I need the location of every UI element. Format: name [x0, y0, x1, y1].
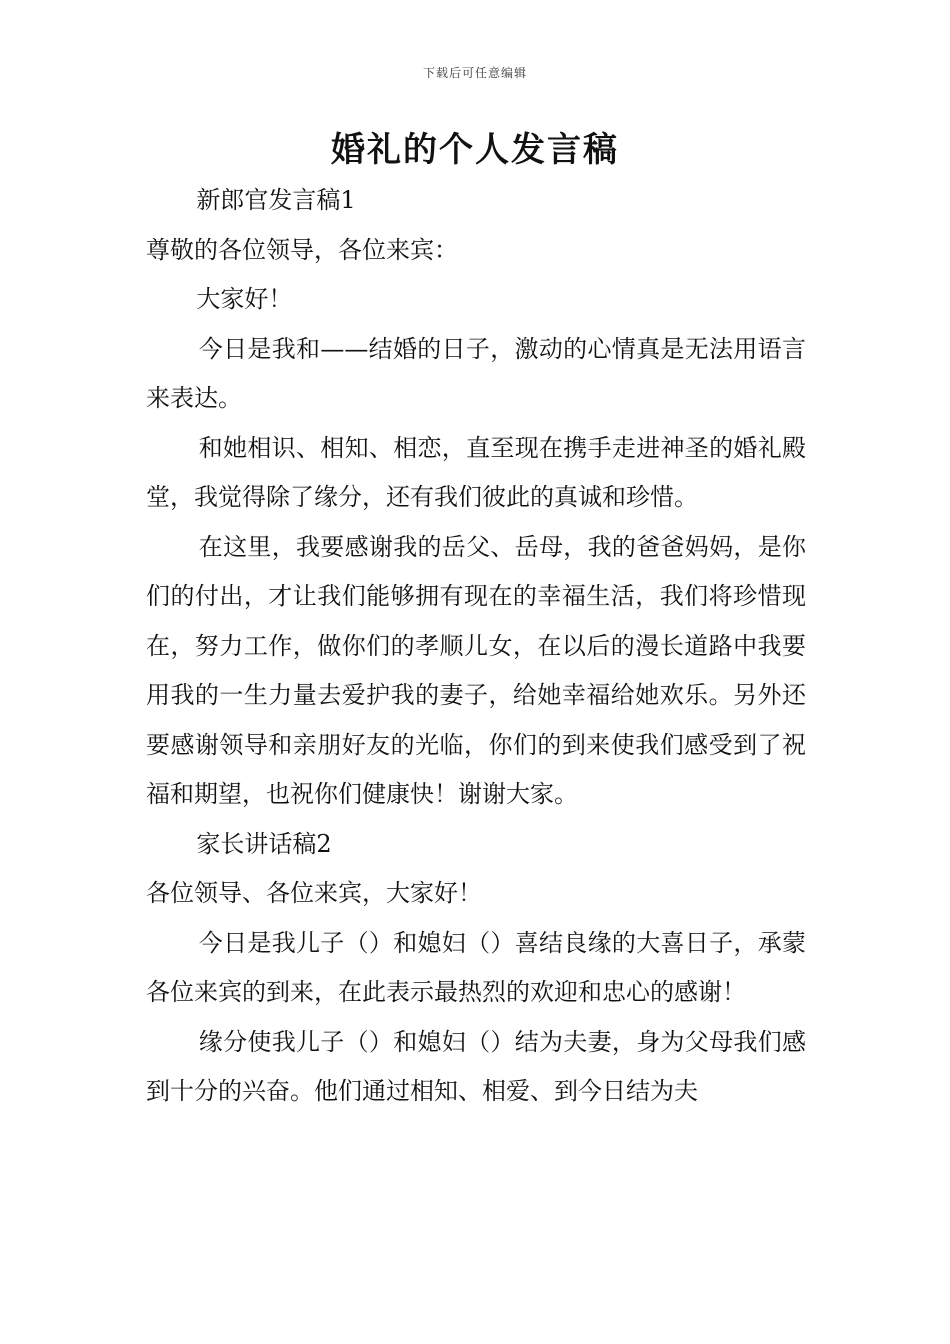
section-heading: 新郎官发言稿1: [196, 186, 356, 214]
paragraph: 今日是我和——结婚的日子，激动的心情真是无法用语言来表达。: [146, 334, 806, 412]
paragraph: 和她相识、相知、相恋，直至现在携手走进神圣的婚礼殿堂，我觉得除了缘分，还有我们彼此的真诚和珍惜。: [146, 433, 806, 511]
paragraph: 在这里，我要感谢我的岳父、岳母，我的爸爸妈妈，是你们的付出，才让我们能够拥有现在的幸福生活，我们将珍惜现在，努力工作，做你们的孝顺儿女，在以后的漫长道路中我要用我的一生力量去爱护我的妻子，给她幸福给她欢乐。另外还要感谢领导和亲朋好友的光临，你们的到来使我们感受到了祝福和期望，也祝你们健康快！谢谢大家。: [146, 532, 806, 808]
document-title: 婚礼的个人发言稿: [331, 130, 619, 170]
paragraph: 今日是我儿子（）和媳妇（）喜结良缘的大喜日子，承蒙各位来宾的到来，在此表示最热烈的欢迎和忠心的感谢！: [146, 928, 806, 1006]
header-note: 下载后可任意编辑: [422, 66, 527, 80]
salutation: 各位领导、各位来宾，大家好！: [146, 879, 482, 907]
greeting: 大家好！: [196, 285, 293, 313]
paragraph: 缘分使我儿子（）和媳妇（）结为夫妻，身为父母我们感到十分的兴奋。他们通过相知、相爱、到今日结为夫: [146, 1027, 806, 1105]
document-body: [146, 176, 806, 1117]
section-heading: 家长讲话稿2: [196, 829, 332, 858]
salutation: 尊敬的各位领导，各位来宾：: [146, 235, 458, 264]
